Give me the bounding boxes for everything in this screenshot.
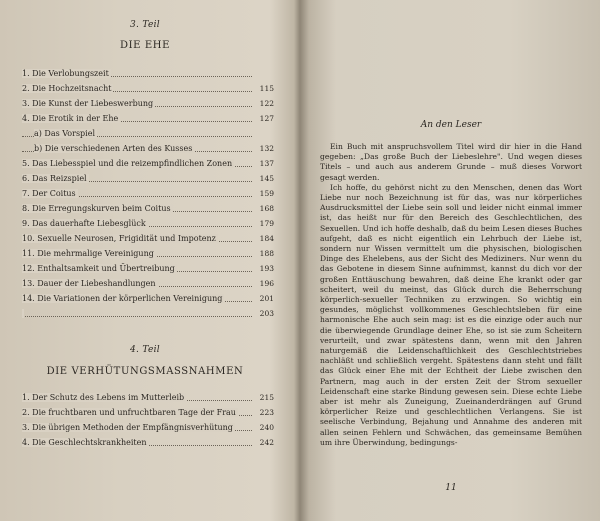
toc-entry-label: b) Die verschiedenen Arten des Kusses <box>34 144 193 153</box>
toc-entry-label: 1. Die Verlobungszeit <box>22 69 109 78</box>
toc-entry-page: 196 <box>259 279 274 288</box>
toc-entry <box>22 66 274 81</box>
foreword-heading: An den Leser <box>420 120 482 130</box>
toc-entry-page: 179 <box>259 219 274 228</box>
toc-entry-page: 203 <box>259 309 274 318</box>
toc-entry-page: 242 <box>259 438 274 447</box>
toc-entry-page: 132 <box>259 144 274 153</box>
toc-entry <box>22 231 274 246</box>
toc-entry-page: 240 <box>259 423 274 432</box>
toc-entry <box>22 405 274 420</box>
part4-title: DIE VERHÜTUNGSMASSNAHMEN <box>46 366 244 377</box>
toc-entry-page: 115 <box>259 84 274 93</box>
toc-entry <box>22 171 274 186</box>
toc-entry-page: 184 <box>259 234 274 243</box>
toc-entry <box>22 306 274 321</box>
toc-entry-page: 145 <box>259 174 274 183</box>
toc-entry <box>22 111 274 126</box>
toc-entry-page: 122 <box>259 99 274 108</box>
toc-entry-label: 6. Das Reizspiel <box>22 174 87 183</box>
toc-entry <box>22 201 274 216</box>
toc-entry <box>22 246 274 261</box>
toc-entry <box>22 216 274 231</box>
toc-entry <box>22 435 274 450</box>
toc-entry-page: 127 <box>259 114 274 123</box>
toc-entry-page: 168 <box>259 204 274 213</box>
toc-entry-label: 10. Sexuelle Neurosen, Frigidität und Impotenz <box>22 234 216 243</box>
part3-number: 3. Teil <box>130 20 160 30</box>
toc-entry-page: 201 <box>259 294 274 303</box>
toc-entry <box>22 126 274 141</box>
toc-entry-label: 3. Die Kunst der Liebeswerbung <box>22 99 154 108</box>
toc-entry-page: 188 <box>259 249 274 258</box>
toc-entry-page: 193 <box>259 264 274 273</box>
toc-entry <box>22 261 274 276</box>
toc-entry-label: a) Das Vorspiel <box>34 129 96 138</box>
toc-entry <box>22 276 274 291</box>
toc-entry-label: 11. Die mehrmalige Vereinigung <box>22 249 154 258</box>
part3-toc-list <box>22 66 274 321</box>
left-page-contents <box>0 0 298 521</box>
toc-entry-page: 137 <box>259 159 274 168</box>
toc-entry-label: 4. Die Erotik in der Ehe <box>22 114 119 123</box>
toc-entry-page: 159 <box>259 189 274 198</box>
toc-entry-page: 215 <box>259 393 274 402</box>
toc-entry-label: 4. Die Geschlechtskrankheiten <box>22 438 147 447</box>
toc-entry-label: 3. Die übrigen Methoden der Empfängnisverhütung <box>22 423 233 432</box>
toc-entry-label: 8. Die Erregungskurven beim Coitus <box>22 204 171 213</box>
toc-entry <box>22 186 274 201</box>
toc-entry-label: 2. Die Hochzeitsnacht <box>22 84 112 93</box>
foreword-paragraph: Ich hoffe, du gehörst nicht zu den Menschen, denen das Wort Liebe nur noch Bezeichnung ist für das, was nur körperliches Ausdrucksmittel der Liebe sein soll und leider nicht einmal immer ist, das heißt nur für den Bereich des Geschlechtlichen, des Sexuellen. Und ich hoffe deshalb, daß du beim Lesen dieses Buches aufgeht, daß es nicht eigentlich ein Lehrbuch der Liebe ist, sondern nur Wissen vermittelt um die physischen, biologischen Dinge des Ehelebens, aus der Sicht des Mediziners. Nur wenn du das Gebotene in diesem Sinne aufnimmst, kannst du dich vor der großen Enttäuschung bewahren, daß deine Ehe krankt oder gar scheitert, weil du meinst, das Glück durch die Beherrschung körperlich-sexueller Techniken zu erzwingen. So wichtig ein gesundes, möglichst vollkommenes Geschlechtsleben für eine harmonische Ehe auch sein mag: ist es die einzige oder auch nur die überwiegende Grundlage deiner Ehe, so ist sie zum Scheitern verurteilt, und zwar spätestens dann, wenn mit den Jahren naturgemäß die Leidenschaftlichkeit des Geschlechtstriebes nachläßt und schließlich vergeht. Spätestens dann steht und fällt das Glück einer Ehe mit der Echtheit der Liebe zwischen den Partnern, mag auch in der ersten Zeit der Strom sexueller Leidenschaft eine starke Bindung gewesen sein. Diese echte Liebe aber ist mehr als Zuneigung, Zueinanderdrängen auf Grund körperlicher Reize und geschlechtlichen Verlangens. Sie ist seelische Verbindung, Bejahung und Annahme des anderen mit allen seinen Fehlern und Schwächen, das gemeinsame Bemühen um ihre Überwindung, bedingungs- <box>320 182 582 447</box>
foreword-paragraph: Ein Buch mit anspruchsvollem Titel wird dir hier in die Hand gegeben: „Das große Buch der Liebeslehre". Und wegen dieses Titels – und auch aus anderem Grunde – muß dieses Vorwort gesagt werden. <box>320 142 582 182</box>
toc-entry-label: 13. Dauer der Liebeshandlungen <box>22 279 156 288</box>
toc-entry-label: 7. Der Coitus <box>22 189 76 198</box>
toc-entry <box>22 420 274 435</box>
leader-dots <box>22 316 252 317</box>
toc-entry-label: 5. Das Liebesspiel und die reizempfindlichen Zonen <box>22 159 233 168</box>
part4-toc-list <box>22 390 274 450</box>
toc-entry-label: 14. Die Variationen der körperlichen Vereinigung <box>22 294 223 303</box>
toc-entry-label <box>22 309 24 318</box>
toc-entry <box>22 291 274 306</box>
foreword-body <box>320 142 582 448</box>
toc-entry <box>22 390 274 405</box>
right-page-foreword <box>302 0 600 521</box>
toc-entry <box>22 141 274 156</box>
toc-entry-label: 1. Der Schutz des Lebens im Mutterleib <box>22 393 185 402</box>
page-number: 11 <box>445 483 457 493</box>
toc-entry <box>22 156 274 171</box>
part4-number: 4. Teil <box>130 345 160 355</box>
toc-entry-page: 223 <box>259 408 274 417</box>
toc-entry-label: 2. Die fruchtbaren und unfruchtbaren Tage der Frau <box>22 408 236 417</box>
toc-entry-label: 12. Enthaltsamkeit und Übertreibung <box>22 264 175 273</box>
toc-entry <box>22 81 274 96</box>
toc-entry <box>22 96 274 111</box>
part3-title: DIE EHE <box>120 40 170 51</box>
toc-entry-label: 9. Das dauerhafte Liebesglück <box>22 219 146 228</box>
